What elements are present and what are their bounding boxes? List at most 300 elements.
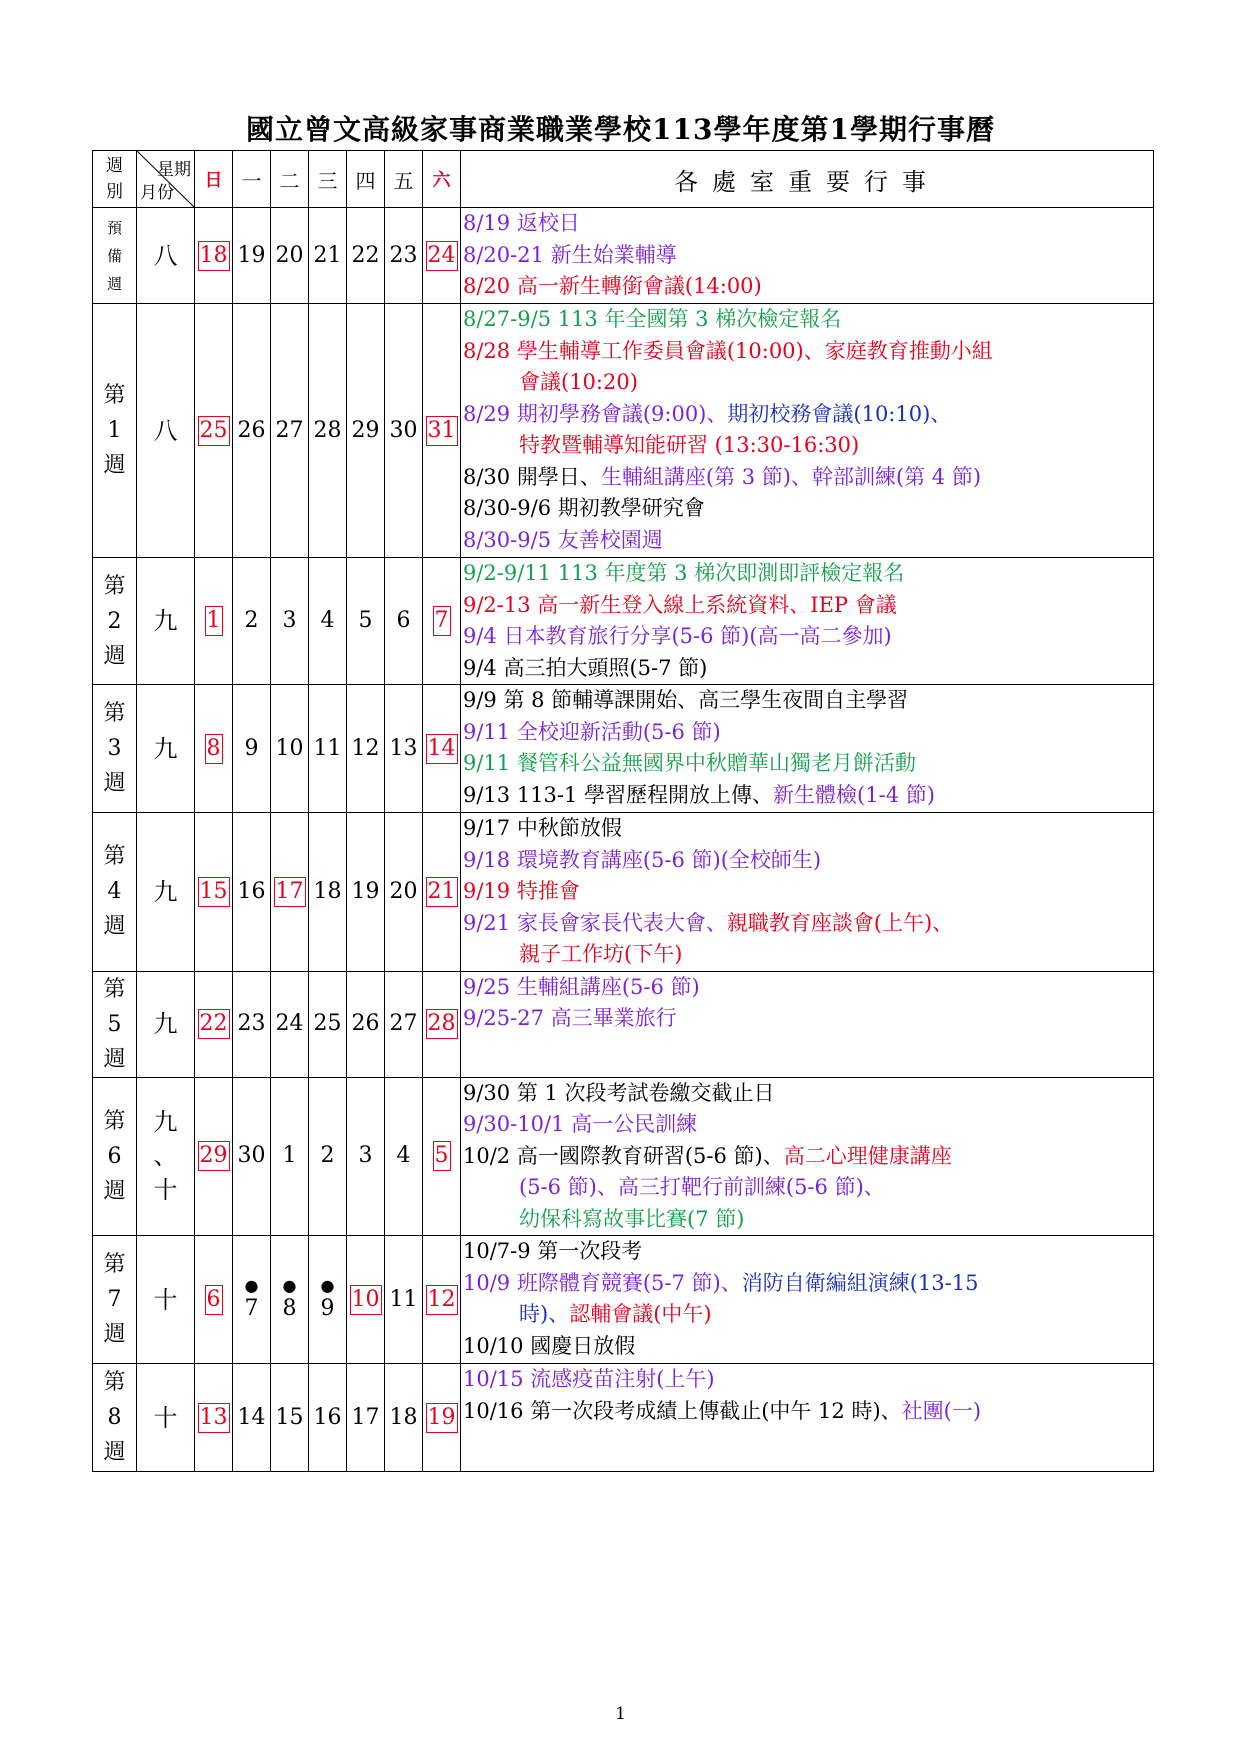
holiday-date: 25 xyxy=(198,416,230,446)
week-label xyxy=(93,208,137,304)
holiday-date: 7 xyxy=(433,606,451,636)
week-label-char: 週 xyxy=(106,274,122,293)
week-label-char: 3 xyxy=(107,736,122,761)
date-cell xyxy=(347,558,385,685)
week-label-char: 預 xyxy=(106,218,122,237)
date-cell xyxy=(385,971,423,1077)
holiday-date: 22 xyxy=(198,1009,230,1039)
event-text: 會議(10:20) xyxy=(519,370,638,394)
event-text: (5-6 節)、高三打靶行前訓練(5-6 節)、 xyxy=(519,1175,885,1199)
week-label-char: 第 xyxy=(103,701,126,726)
date-cell xyxy=(233,1236,271,1364)
event-text: 9/30 第 1 次段考試卷繳交截止日 xyxy=(463,1080,775,1105)
week-label xyxy=(93,685,137,813)
event-text: 10/7-9 第一次段考 xyxy=(463,1239,643,1263)
date-cell xyxy=(385,1236,423,1364)
date-number: 22 xyxy=(351,242,380,268)
week-label-char: 週 xyxy=(103,453,126,478)
event-text: 8/30 開學日、 xyxy=(463,464,601,489)
month-label xyxy=(137,558,195,685)
week-header-bottom: 別 xyxy=(106,182,123,202)
month-label-char: 九 xyxy=(153,1010,178,1038)
date-cell xyxy=(195,1364,233,1472)
date-cell xyxy=(423,304,461,558)
calendar-table xyxy=(92,150,1154,1472)
date-number: 18 xyxy=(389,1404,418,1430)
date-number: 16 xyxy=(237,878,266,904)
week-label xyxy=(93,1364,137,1472)
holiday-date: 12 xyxy=(426,1285,458,1315)
date-cell xyxy=(233,558,271,685)
event-line xyxy=(463,304,1153,336)
holiday-date: 8 xyxy=(205,734,223,764)
event-line xyxy=(463,1141,1153,1173)
date-number: 18 xyxy=(313,878,342,904)
date-cell xyxy=(385,1077,423,1236)
date-number: 6 xyxy=(396,608,411,633)
date-cell xyxy=(347,304,385,558)
date-number: 27 xyxy=(275,417,304,443)
event-text: 高二心理健康講座 xyxy=(783,1143,952,1168)
date-cell xyxy=(309,971,347,1077)
event-line xyxy=(463,748,1153,780)
exam-dot-icon: ● xyxy=(244,1275,259,1295)
event-text: 9/19 特推會 xyxy=(463,879,580,903)
holiday-date: 5 xyxy=(433,1141,451,1171)
date-number: 20 xyxy=(275,242,304,268)
month-label xyxy=(137,1077,195,1236)
event-text: 特教暨輔導知能研習 (13:30-16:30) xyxy=(519,433,860,457)
date-number: 29 xyxy=(351,417,380,443)
event-text: 9/2-13 高一新生登入線上系統資料、IEP 會議 xyxy=(463,592,897,617)
event-text: 9/11 餐管科公益無國界中秋贈華山獨老月餅活動 xyxy=(463,751,916,775)
week-label xyxy=(93,1077,137,1236)
events-cell xyxy=(461,971,1154,1077)
date-cell xyxy=(309,685,347,813)
event-text: 10/16 第一次段考成績上傳截止(中午 12 時)、 xyxy=(463,1398,902,1423)
event-line xyxy=(463,939,1153,971)
week-row xyxy=(93,971,1154,1077)
event-text: 8/20 高一新生轉銜會議(14:00) xyxy=(463,274,762,298)
date-number: 15 xyxy=(275,1404,304,1430)
date-cell xyxy=(423,208,461,304)
date-cell xyxy=(195,1236,233,1364)
events-cell xyxy=(461,685,1154,813)
events-cell xyxy=(461,304,1154,558)
week-row xyxy=(93,1364,1154,1472)
date-number: 9 xyxy=(320,1295,335,1321)
holiday-date: 17 xyxy=(274,877,306,907)
week-label-char: 第 xyxy=(103,573,126,599)
week-label-char: 第 xyxy=(103,976,126,1002)
weekday-thu: 四 xyxy=(347,151,385,208)
month-label-char: 九 xyxy=(153,877,178,906)
event-line xyxy=(463,525,1153,557)
event-line xyxy=(463,813,1153,845)
date-cell xyxy=(195,971,233,1077)
month-label-char: 八 xyxy=(153,241,178,270)
event-text: 8/30-9/5 友善校園週 xyxy=(463,527,663,552)
event-text: 9/11 全校迎新活動(5-6 節) xyxy=(463,719,721,744)
event-text: 10/9 班際體育競賽(5-7 節)、 xyxy=(463,1270,742,1295)
week-label-char: 第 xyxy=(103,1370,126,1395)
month-label xyxy=(137,304,195,558)
date-number: 4 xyxy=(320,608,335,633)
event-text: 8/20-21 新生始業輔導 xyxy=(463,242,677,267)
month-label-char: 九 xyxy=(153,734,178,763)
holiday-date: 1 xyxy=(205,606,223,636)
event-line xyxy=(463,558,1153,590)
event-line xyxy=(463,1078,1153,1110)
date-cell xyxy=(423,1077,461,1236)
date-number: 3 xyxy=(282,608,297,633)
date-number: 17 xyxy=(351,1404,380,1430)
date-number: 25 xyxy=(313,1011,342,1036)
date-cell xyxy=(271,971,309,1077)
week-row xyxy=(93,685,1154,813)
holiday-date: 29 xyxy=(198,1141,230,1171)
holiday-date: 14 xyxy=(426,734,458,764)
holiday-date: 28 xyxy=(426,1009,458,1039)
event-line xyxy=(463,1396,1153,1428)
week-header-top: 週 xyxy=(106,156,123,176)
week-header xyxy=(93,151,137,208)
event-text: 8/19 返校日 xyxy=(463,211,580,235)
event-line xyxy=(463,493,1153,525)
date-cell xyxy=(309,1077,347,1236)
date-cell xyxy=(347,685,385,813)
date-cell xyxy=(233,685,271,813)
week-row xyxy=(93,813,1154,972)
event-text: 8/30-9/6 期初教學研究會 xyxy=(463,496,705,520)
event-line xyxy=(463,717,1153,749)
date-cell xyxy=(195,304,233,558)
event-text: 9/4 高三拍大頭照(5-7 節) xyxy=(463,655,708,680)
date-number: 2 xyxy=(244,608,259,633)
event-line xyxy=(463,780,1153,812)
month-label-char: 十 xyxy=(153,1285,178,1314)
date-cell xyxy=(385,558,423,685)
month-label-char: 八 xyxy=(153,416,178,445)
month-label-char: 十 xyxy=(153,1403,178,1432)
date-number: 11 xyxy=(389,1286,418,1312)
date-cell xyxy=(271,1077,309,1236)
date-number: 1 xyxy=(282,1143,297,1169)
holiday-date: 10 xyxy=(350,1285,382,1315)
event-text: 8/28 學生輔導工作委員會議(10:00)、家庭教育推動小組 xyxy=(463,338,993,363)
date-number: 13 xyxy=(389,735,418,761)
event-text: 時)、 xyxy=(519,1302,570,1326)
event-text: 9/25 生輔組講座(5-6 節) xyxy=(463,974,700,999)
event-text: 9/21 家長會家長代表大會、 xyxy=(463,910,727,935)
event-line xyxy=(463,621,1153,653)
week-label-char: 週 xyxy=(103,643,126,669)
date-cell xyxy=(347,971,385,1077)
event-text: 9/9 第 8 節輔導課開始、高三學生夜間自主學習 xyxy=(463,688,909,712)
month-label-char: 、 xyxy=(153,1142,178,1171)
date-cell xyxy=(423,971,461,1077)
week-label-char: 8 xyxy=(107,1405,122,1430)
date-cell xyxy=(233,971,271,1077)
events-cell xyxy=(461,813,1154,972)
month-label xyxy=(137,1364,195,1472)
week-label xyxy=(93,1236,137,1364)
event-line xyxy=(463,208,1153,240)
date-number: 27 xyxy=(389,1011,418,1036)
date-cell xyxy=(195,813,233,972)
week-label-char: 6 xyxy=(107,1143,122,1169)
date-cell xyxy=(423,1236,461,1364)
date-cell xyxy=(309,304,347,558)
date-cell xyxy=(271,304,309,558)
event-text: 10/15 流感疫苗注射(上午) xyxy=(463,1367,715,1391)
event-text: 期初校務會議(10:10)、 xyxy=(727,401,952,426)
month-weekday-corner xyxy=(137,151,195,208)
weekday-sun: 日 xyxy=(195,151,233,208)
week-label-char: 週 xyxy=(103,771,126,796)
event-line xyxy=(463,876,1153,908)
date-number: 20 xyxy=(389,878,418,904)
event-line xyxy=(463,336,1153,368)
month-label-char: 十 xyxy=(153,1176,178,1205)
date-cell xyxy=(271,1364,309,1472)
date-cell xyxy=(423,558,461,685)
calendar-body xyxy=(93,208,1154,1472)
date-cell xyxy=(347,1077,385,1236)
date-number: 7 xyxy=(244,1295,259,1321)
date-number: 24 xyxy=(275,1011,304,1036)
event-text: 9/17 中秋節放假 xyxy=(463,816,622,840)
event-line xyxy=(463,908,1153,940)
date-cell xyxy=(195,685,233,813)
corner-weekday-label: 星期 xyxy=(157,160,191,180)
date-cell xyxy=(233,1077,271,1236)
date-cell xyxy=(347,1236,385,1364)
date-number: 5 xyxy=(358,608,373,633)
week-row xyxy=(93,558,1154,685)
event-line xyxy=(463,430,1153,462)
event-line xyxy=(463,590,1153,622)
week-label xyxy=(93,813,137,972)
date-cell xyxy=(309,813,347,972)
week-label-char: 第 xyxy=(103,383,126,408)
event-line xyxy=(463,271,1153,303)
exam-dot-icon: ● xyxy=(282,1275,297,1295)
event-line xyxy=(463,1109,1153,1141)
week-label-char: 週 xyxy=(103,1178,126,1204)
week-label-char: 第 xyxy=(103,1252,126,1277)
date-number: 10 xyxy=(275,735,304,761)
week-label xyxy=(93,304,137,558)
event-text: 9/4 日本教育旅行分享(5-6 節)(高一高二參加) xyxy=(463,624,892,648)
event-text: 消防自衛編組演練(13-15 xyxy=(741,1270,979,1295)
date-cell xyxy=(423,813,461,972)
date-cell xyxy=(271,1236,309,1364)
date-number: 28 xyxy=(313,417,342,443)
week-row xyxy=(93,1077,1154,1236)
week-label xyxy=(93,558,137,685)
date-cell xyxy=(309,1364,347,1472)
event-line xyxy=(463,1204,1153,1236)
weekday-wed: 三 xyxy=(309,151,347,208)
event-line xyxy=(463,1331,1153,1363)
event-line xyxy=(463,653,1153,685)
month-label xyxy=(137,971,195,1077)
date-number: 3 xyxy=(358,1143,373,1169)
date-number: 16 xyxy=(313,1404,342,1430)
event-text: 9/25-27 高三畢業旅行 xyxy=(463,1006,677,1030)
event-text: 新生體檢(1-4 節) xyxy=(773,782,935,807)
date-cell xyxy=(233,208,271,304)
event-text: 親職教育座談會(上午)、 xyxy=(726,910,954,935)
date-number: 19 xyxy=(351,878,380,904)
date-cell xyxy=(309,558,347,685)
month-label-char: 九 xyxy=(153,1108,178,1137)
event-text: 社團(一) xyxy=(901,1398,982,1423)
events-cell xyxy=(461,208,1154,304)
week-label-char: 5 xyxy=(107,1011,122,1037)
holiday-date: 24 xyxy=(426,241,458,271)
week-label-char: 第 xyxy=(103,1108,126,1134)
date-cell xyxy=(271,685,309,813)
weekday-fri: 五 xyxy=(385,151,423,208)
event-line xyxy=(463,1268,1153,1300)
date-cell xyxy=(233,1364,271,1472)
date-number: 23 xyxy=(237,1011,266,1036)
month-label xyxy=(137,1236,195,1364)
week-label-char: 2 xyxy=(107,608,122,634)
week-label-char: 第 xyxy=(103,844,126,870)
date-number: 23 xyxy=(389,242,418,268)
week-label-char: 週 xyxy=(103,1046,126,1072)
week-label-char: 1 xyxy=(107,418,122,443)
date-cell xyxy=(385,304,423,558)
events-cell xyxy=(461,1077,1154,1236)
date-cell xyxy=(233,813,271,972)
date-number: 30 xyxy=(237,1143,266,1169)
week-label-char: 7 xyxy=(107,1287,122,1312)
event-text: 幼保科寫故事比賽(7 節) xyxy=(519,1206,745,1231)
page-number: 1 xyxy=(615,1704,626,1724)
date-cell xyxy=(385,685,423,813)
month-label xyxy=(137,813,195,972)
event-line xyxy=(463,845,1153,877)
event-line xyxy=(463,1299,1153,1331)
holiday-date: 19 xyxy=(426,1403,458,1433)
weekday-tue: 二 xyxy=(271,151,309,208)
date-cell xyxy=(347,813,385,972)
date-cell xyxy=(233,304,271,558)
page-title: 國立曾文高級家事商業職業學校113學年度第1學期行事曆 xyxy=(246,113,995,146)
date-number: 14 xyxy=(237,1404,266,1430)
date-number: 19 xyxy=(237,242,266,268)
event-line xyxy=(463,1172,1153,1204)
month-label xyxy=(137,685,195,813)
event-line xyxy=(463,1364,1153,1396)
holiday-date: 6 xyxy=(205,1285,223,1315)
date-cell xyxy=(271,813,309,972)
date-number: 4 xyxy=(396,1143,411,1169)
date-cell xyxy=(423,1364,461,1472)
event-line xyxy=(463,367,1153,399)
date-cell xyxy=(347,1364,385,1472)
week-row xyxy=(93,208,1154,304)
event-text: 9/30-10/1 高一公民訓練 xyxy=(463,1112,698,1136)
week-label-char: 備 xyxy=(106,246,122,265)
week-label-char: 週 xyxy=(103,1322,126,1347)
date-number: 21 xyxy=(313,242,342,268)
week-label xyxy=(93,971,137,1077)
week-row xyxy=(93,304,1154,558)
date-cell xyxy=(195,1077,233,1236)
date-number: 11 xyxy=(313,735,342,761)
month-label-char: 九 xyxy=(153,607,178,635)
week-row xyxy=(93,1236,1154,1364)
weekday-mon: 一 xyxy=(233,151,271,208)
event-text: 9/18 環境教育講座(5-6 節)(全校師生) xyxy=(463,847,822,872)
holiday-date: 15 xyxy=(198,877,230,907)
event-text: 9/2-9/11 113 年度第 3 梯次即測即評檢定報名 xyxy=(463,561,905,585)
date-cell xyxy=(423,685,461,813)
holiday-date: 13 xyxy=(198,1403,230,1433)
date-number: 8 xyxy=(282,1295,297,1321)
date-cell xyxy=(271,558,309,685)
date-number: 12 xyxy=(351,735,380,761)
events-header: 各處室重要行事 xyxy=(461,151,1154,208)
event-line xyxy=(463,1003,1153,1035)
date-cell xyxy=(385,208,423,304)
date-cell xyxy=(195,558,233,685)
date-cell xyxy=(347,208,385,304)
holiday-date: 21 xyxy=(426,877,458,907)
date-cell xyxy=(271,208,309,304)
date-cell xyxy=(385,1364,423,1472)
event-line xyxy=(463,240,1153,272)
exam-dot-icon: ● xyxy=(320,1275,335,1295)
holiday-date: 18 xyxy=(198,241,230,271)
event-line xyxy=(463,399,1153,431)
events-cell xyxy=(461,1364,1154,1472)
event-line xyxy=(463,685,1153,717)
corner-month-label: 月份 xyxy=(140,183,174,203)
date-cell xyxy=(309,208,347,304)
week-label-char: 4 xyxy=(107,879,122,905)
event-line xyxy=(463,972,1153,1004)
date-cell xyxy=(309,1236,347,1364)
event-text: 認輔會議(中午) xyxy=(569,1302,712,1326)
date-cell xyxy=(385,813,423,972)
events-cell xyxy=(461,558,1154,685)
date-number: 26 xyxy=(237,417,266,443)
event-line xyxy=(463,1236,1153,1268)
date-number: 26 xyxy=(351,1011,380,1036)
date-number: 2 xyxy=(320,1143,335,1169)
event-text: 親子工作坊(下午) xyxy=(519,942,683,966)
event-text: 8/29 期初學務會議(9:00)、 xyxy=(463,401,728,426)
events-cell xyxy=(461,1236,1154,1364)
holiday-date: 31 xyxy=(426,416,458,446)
event-text: 8/27-9/5 113 年全國第 3 梯次檢定報名 xyxy=(463,307,842,331)
event-text: 9/13 113-1 學習歷程開放上傳、 xyxy=(463,782,774,807)
header-row xyxy=(93,151,1154,208)
date-cell xyxy=(195,208,233,304)
week-label-char: 週 xyxy=(103,1440,126,1465)
date-number: 9 xyxy=(244,735,259,761)
event-text: 10/2 高一國際教育研習(5-6 節)、 xyxy=(463,1143,784,1168)
event-text: 生輔組講座(第 3 節)、幹部訓練(第 4 節) xyxy=(600,464,982,489)
event-text: 10/10 國慶日放假 xyxy=(463,1333,636,1358)
weekday-sat: 六 xyxy=(423,151,461,208)
